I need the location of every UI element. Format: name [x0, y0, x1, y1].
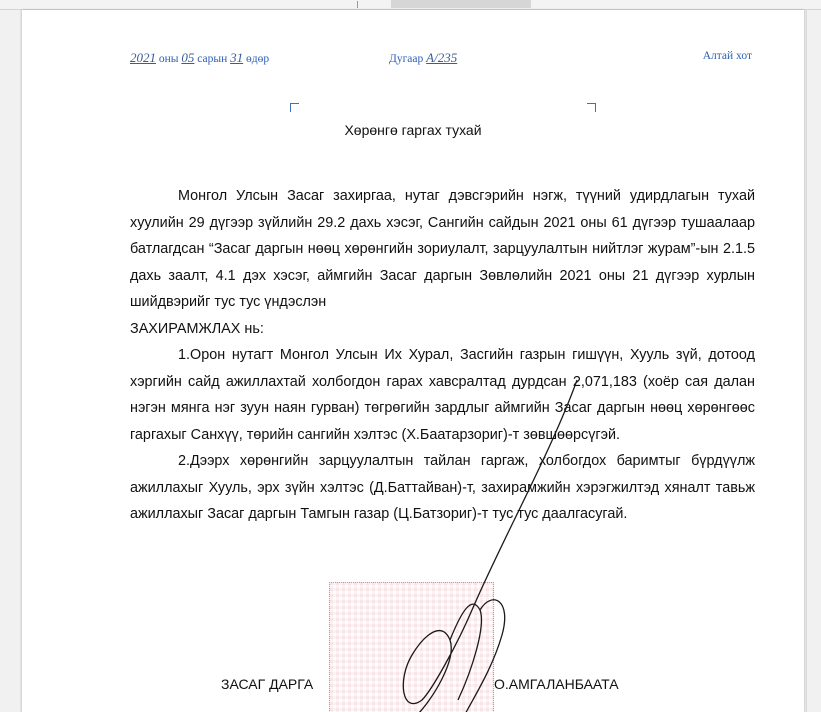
- signatory-name: О.АМГАЛАНБААТА: [494, 676, 619, 692]
- document-city: Алтай хот: [702, 50, 752, 62]
- date-month-suffix: сарын: [197, 53, 228, 65]
- document-page: [22, 10, 804, 712]
- title-corner-left: [290, 103, 299, 112]
- document-title: Хөрөнгө гаргах тухай: [344, 122, 482, 138]
- signatory-title: ЗАСАГ ДАРГА: [221, 676, 314, 692]
- date-day: 31: [230, 50, 244, 65]
- number-label: Дугаар: [389, 53, 424, 65]
- date-year: 2021: [130, 50, 156, 65]
- toolbar-divider: [357, 1, 358, 8]
- paragraph-decree: ЗАХИРАМЖЛАХ нь:: [130, 320, 264, 337]
- title-corner-right: [587, 103, 596, 112]
- date-month: 05: [181, 50, 195, 65]
- viewer-toolbar: [0, 0, 821, 10]
- left-gutter: [0, 10, 20, 712]
- toolbar-tab[interactable]: [391, 0, 531, 8]
- handwritten-signature: [362, 370, 582, 712]
- number-value: А/235: [426, 50, 458, 65]
- paragraph-item-2: 2.Дээрх хөрөнгийн зарцуулалтын тайлан гаргаж, холбогдох баримтыг бүрдүүлж ажиллахыг Хууль, эрх зүйн хэлтэс (Д.Баттайван)-т, захирамжийн хэрэгжилтэд хяналт тавьж ажиллахыг Засаг даргын Тамгын газар (Ц.Батзориг)-т тус тус даалгасугай.: [130, 453, 755, 522]
- vertical-scrollbar[interactable]: [806, 10, 821, 712]
- paragraph-item-1: 1.Орон нутагт Монгол Улсын Их Хурал, Засгийн газрын гишүүн, Хууль зүй, дотоод хэргийн сайд ажиллахтай холбогдон гарах хавсралтад дурдсан 2,071,183 (хоёр сая далан нэгэн мянга нэг зуун наян гурван) төгрөгийн зардлыг аймгийн Засаг даргын нөөц хөрөнгөөс гаргахыг Санхүү, төрийн сангийн хэлтэс (Х.Баатарзориг)-т зөвшөөрсүгэй.: [130, 347, 755, 443]
- date-day-suffix: өдөр: [246, 53, 270, 65]
- paragraph-preamble: Монгол Улсын Засаг захиргаа, нутаг дэвсгэрийн нэгж, түүний удирдлагын тухай хуулийн 29 дүгээр зүйлийн 29.2 дахь хэсэг, Сангийн сайдын 2021 оны 61 дүгээр тушаалаар батлагдсан “Засаг даргын нөөц хөрөнгийн зориулалт, зарцуулалтын нийтлэг журам”-ын 2.1.5 дахь заалт, 4.1 дэх хэсэг, аймгийн Засаг даргын Зөвлөлийн 2021 оны 21 дүгээр хурлын шийдвэрийг тус тус үндэслэн: [130, 188, 755, 310]
- date-year-suffix: оны: [158, 53, 179, 65]
